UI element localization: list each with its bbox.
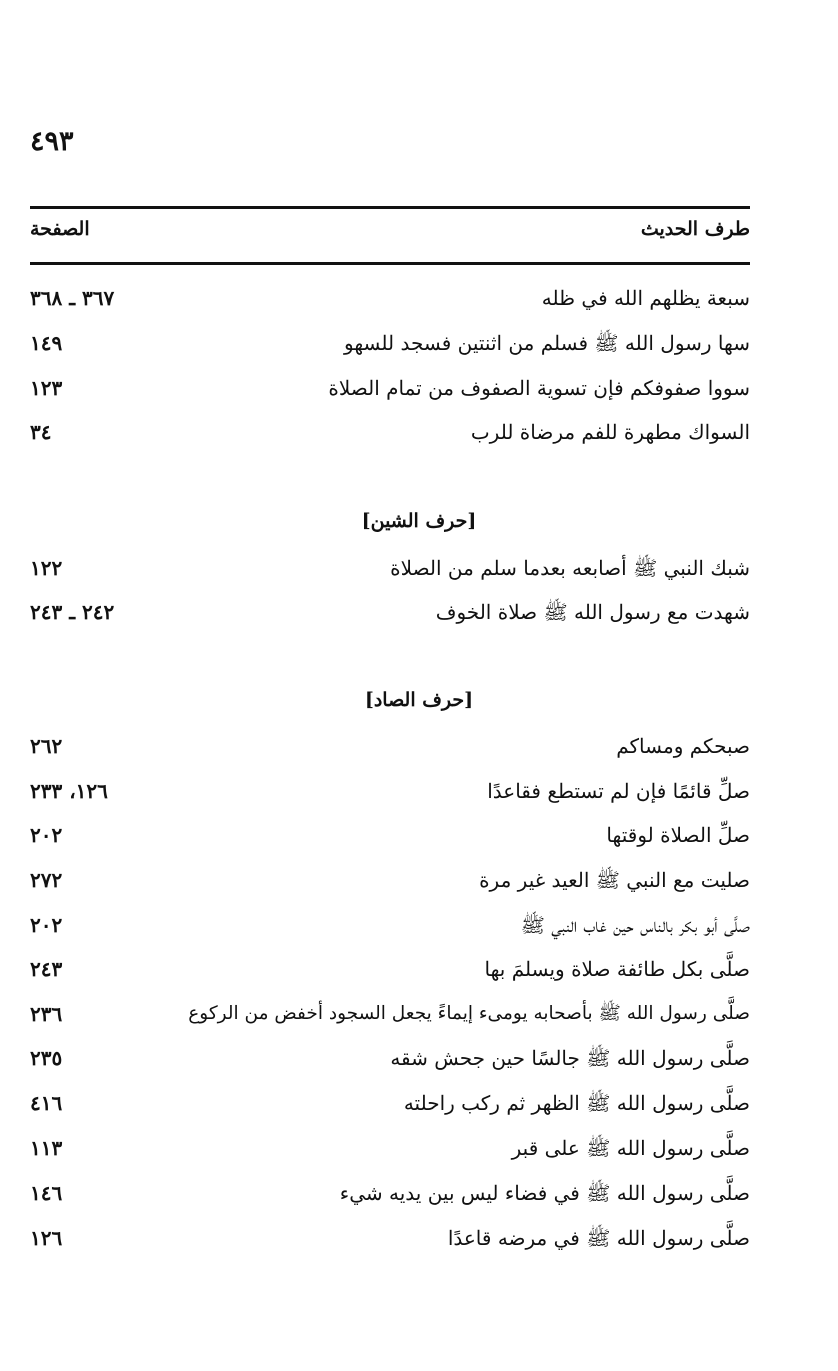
index-entry	[30, 368, 750, 408]
page-ref: ٣٤	[30, 420, 52, 444]
hadith-text: صلِّ الصلاة لوقتها	[606, 823, 750, 847]
index-entry	[30, 726, 750, 766]
hadith-text: صلَّى رسول الله ﷺ في فضاء ليس بين يديه شيء	[339, 1181, 750, 1205]
index-entry	[30, 278, 750, 318]
page-ref: ٢٧٢	[30, 868, 63, 892]
page-number: ٤٩٣	[30, 126, 74, 157]
page-ref: ١٤٦	[30, 1181, 63, 1205]
page-ref: ١٤٩	[30, 331, 63, 355]
index-entry	[30, 323, 750, 363]
hadith-text: السواك مطهرة للفم مرضاة للرب	[470, 420, 750, 444]
hadith-text: صلَّى بكل طائفة صلاة ويسلمَ بها	[484, 957, 750, 981]
hadith-text: صلَّى رسول الله ﷺ في مرضه قاعدًا	[447, 1226, 750, 1250]
page-ref: ١٢٢	[30, 556, 63, 580]
index-entry	[30, 1173, 750, 1213]
page-ref: ٢٣٦	[30, 1002, 63, 1026]
page-ref: ٣٦٧ ـ ٣٦٨	[30, 286, 115, 310]
hadith-text: سها رسول الله ﷺ فسلم من اثنتين فسجد للسهو	[343, 331, 750, 355]
page-ref: ٢٠٢	[30, 823, 63, 847]
hadith-text: صبحكم ومساكم	[616, 734, 750, 758]
index-entry	[30, 771, 750, 811]
page-ref: ١٢٦	[30, 1226, 63, 1250]
page-ref: ١٢٣	[30, 376, 63, 400]
header-rule	[30, 262, 750, 265]
index-entry	[30, 1218, 750, 1258]
page-ref: ٢٤٣	[30, 957, 63, 981]
hadith-text: شهدت مع رسول الله ﷺ صلاة الخوف	[435, 600, 750, 624]
page-ref: ٢٠٢	[30, 913, 63, 937]
hadith-text: صلَّى رسول الله ﷺ على قبر	[511, 1136, 750, 1160]
hadith-text: صلَّى رسول الله ﷺ جالسًا حين جحش شقه	[390, 1046, 750, 1070]
hadith-text: شبك النبي ﷺ أصابعه بعدما سلم من الصلاة	[390, 556, 750, 580]
index-entry	[30, 994, 750, 1034]
page-ref: ٢٦٢	[30, 734, 63, 758]
hadith-text: صلِّ قائمًا فإن لم تستطع فقاعدًا	[487, 779, 750, 803]
index-entry	[30, 412, 750, 452]
index-entry	[30, 548, 750, 588]
page-ref: ١١٣	[30, 1136, 63, 1160]
page-ref: ١٢٦، ٢٣٣	[30, 779, 108, 803]
index-entry	[30, 1083, 750, 1123]
index-entry	[30, 1038, 750, 1078]
hadith-text: سووا صفوفكم فإن تسوية الصفوف من تمام الصلاة	[328, 376, 750, 400]
index-entry	[30, 905, 750, 945]
index-entry	[30, 949, 750, 989]
index-entry	[30, 1128, 750, 1168]
page-ref: ٤١٦	[30, 1091, 63, 1115]
section-title-shin: [حرف الشين]	[361, 510, 477, 532]
index-entry	[30, 592, 750, 632]
page-ref: ٢٣٥	[30, 1046, 63, 1070]
top-rule	[30, 206, 750, 209]
hadith-text: صلَّى أبو بكر بالناس حين غاب النبي ﷺ	[520, 913, 750, 937]
hadith-text: صليت مع النبي ﷺ العيد غير مرة	[479, 868, 750, 892]
hadith-text: صلَّى رسول الله ﷺ بأصحابه يومىء إيماءً يجعل السجود أخفض من الركوع	[188, 1003, 750, 1024]
hadith-column-header: طرف الحديث	[640, 218, 750, 240]
page-column-header: الصفحة	[30, 218, 90, 240]
hadith-text: سبعة يظلهم الله في ظله	[541, 286, 750, 310]
section-title-sad: [حرف الصاد]	[364, 689, 474, 711]
hadith-text: صلَّى رسول الله ﷺ الظهر ثم ركب راحلته	[403, 1091, 750, 1115]
page-ref: ٢٤٢ ـ ٢٤٣	[30, 600, 115, 624]
index-entry	[30, 815, 750, 855]
index-entry	[30, 860, 750, 900]
